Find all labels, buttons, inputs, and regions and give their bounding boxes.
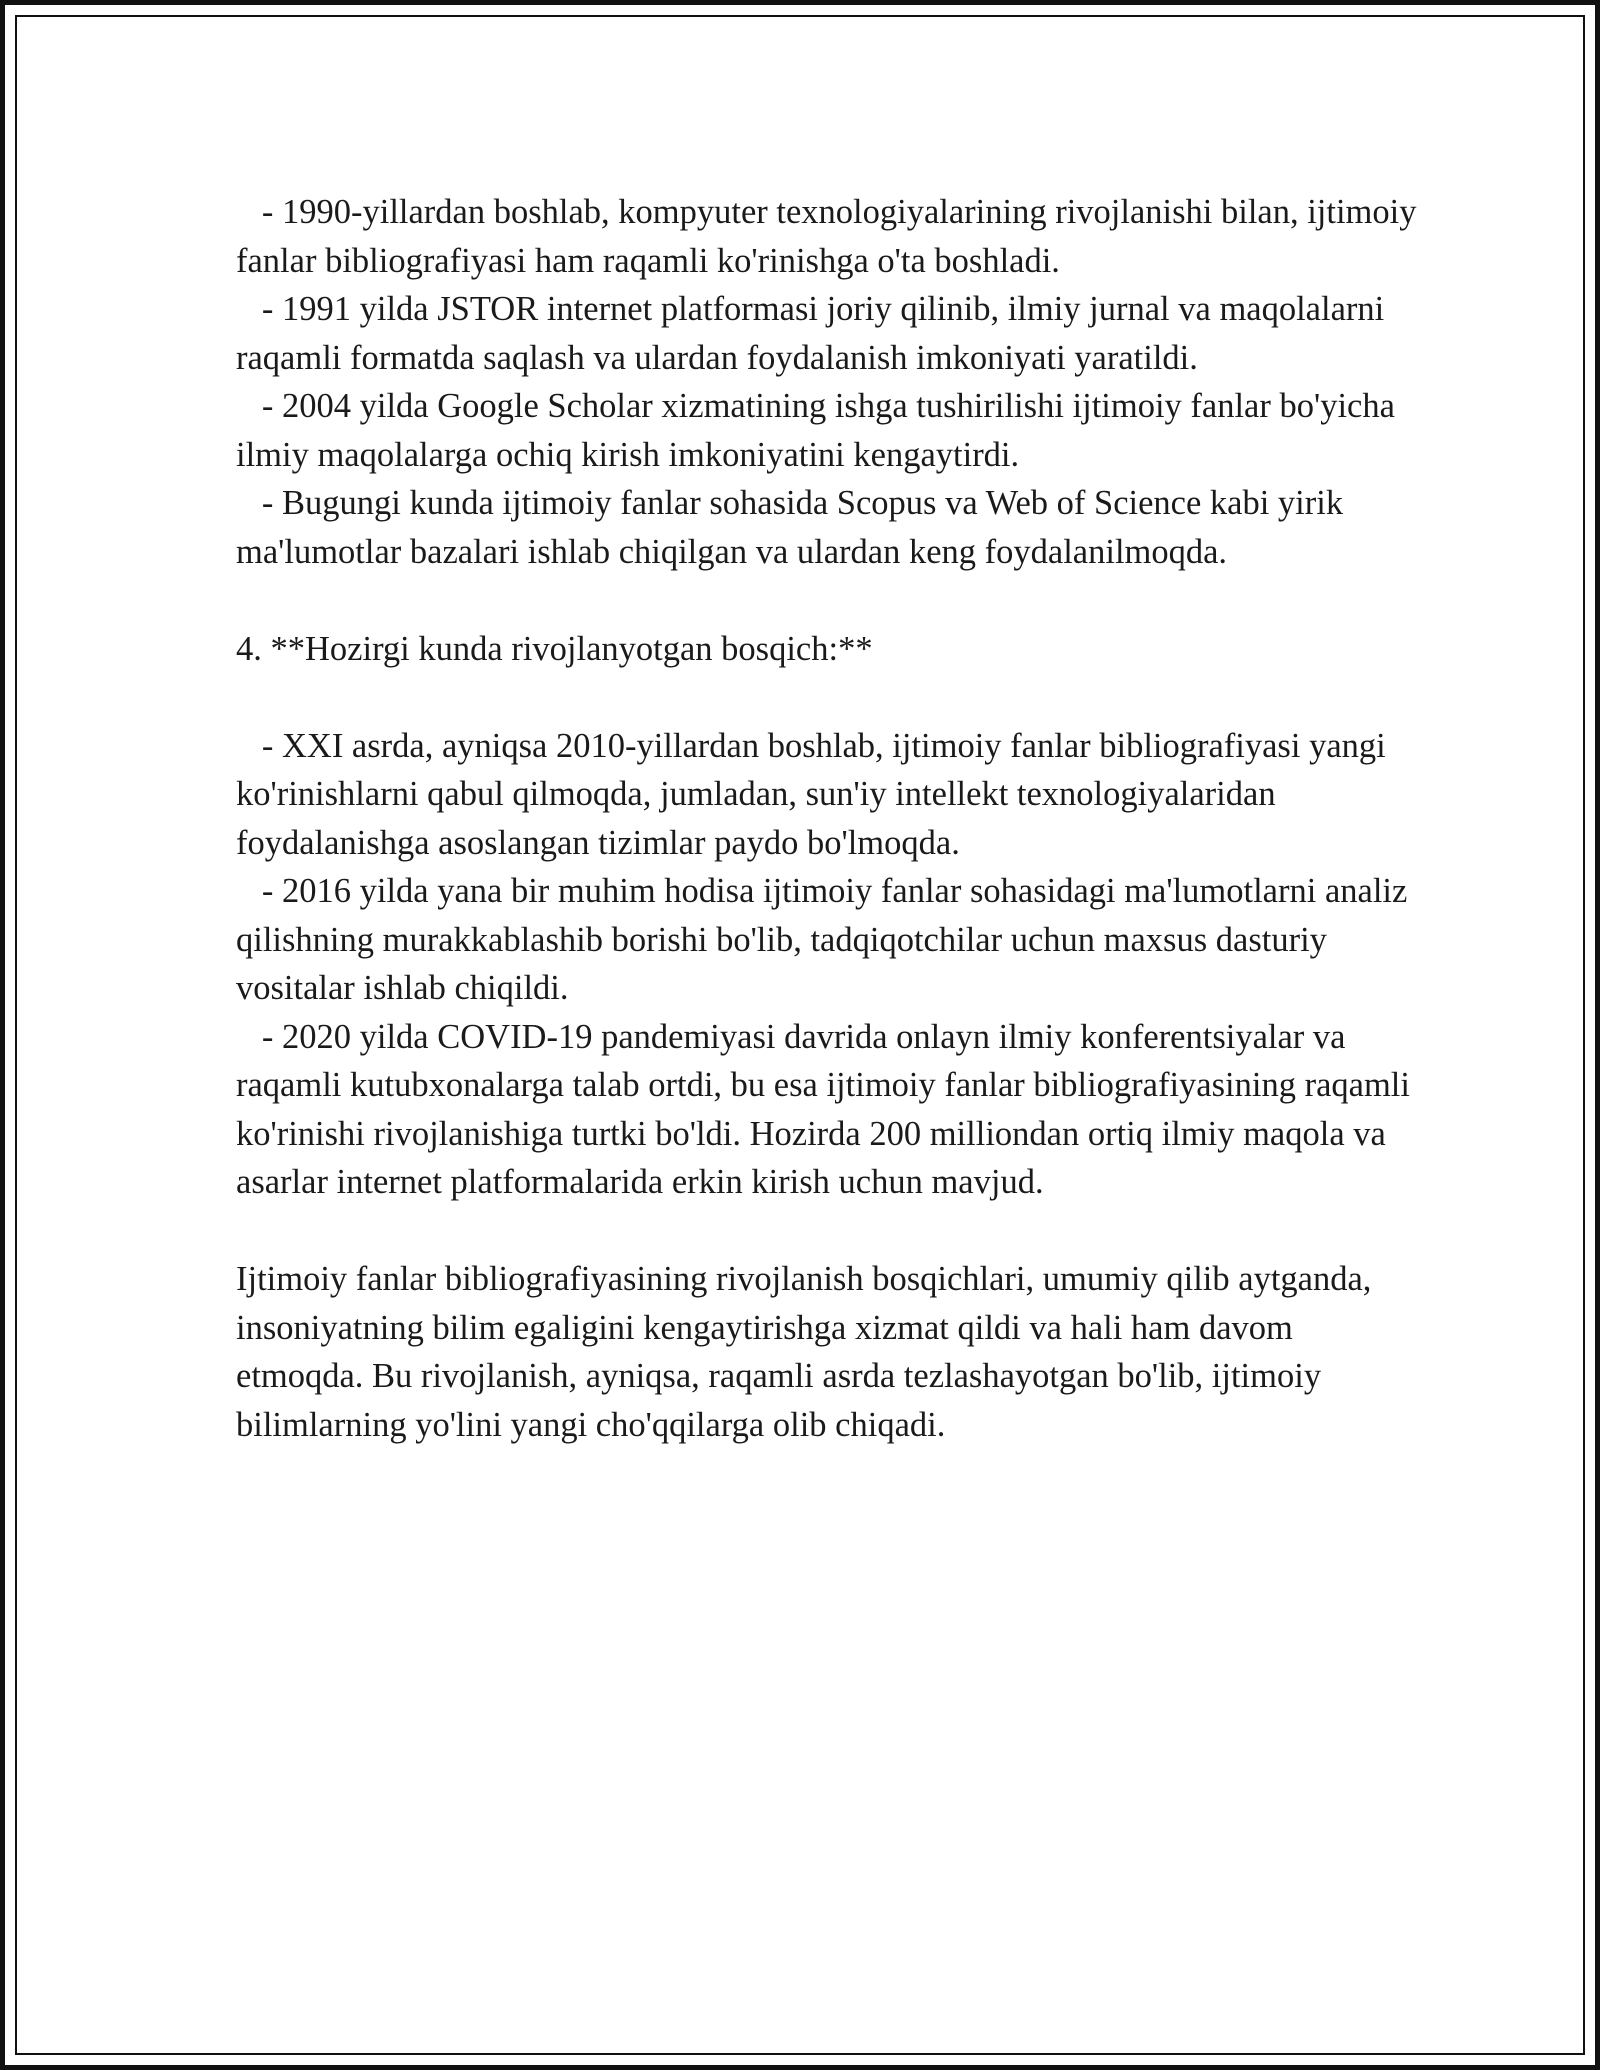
document-body xyxy=(236,188,1426,1449)
list-item-2004: - 2004 yilda Google Scholar xizmatining ishga tushirilishi ijtimoiy fanlar bo'yicha ilmiy maqolalarga ochiq kirish imkoniyatini kengaytirdi. xyxy=(236,387,1404,474)
list-item-2020: - 2020 yilda COVID-19 pandemiyasi davrida onlayn ilmiy konferentsiyalar va raqamli kutubxonalarga talab ortdi, bu esa ijtimoiy fanlar bibliografiyasining raqamli ko'rinishi rivojlanishiga turtki bo'ldi. Hozirda 200 milliondan ortiq ilmiy maqola va asarlar internet platformalarida erkin kirish uchun mavjud. xyxy=(236,1017,1419,1201)
list-item-21st-century: - XXI asrda, ayniqsa 2010-yillardan boshlab, ijtimoiy fanlar bibliografiyasi yangi ko'rinishlarni qabul qilmoqda, jumladan, sun'iy intellekt texnologiyalaridan foydalanishga asoslangan tizimlar paydo bo'lmoqda. xyxy=(236,726,1395,862)
conclusion-paragraph: Ijtimoiy fanlar bibliografiyasining rivojlanish bosqichlari, umumiy qilib aytganda, insoniyatning bilim egaligini kengaytirishga xizmat qildi va hali ham davom etmoqda. Bu rivojlanish, ayniqsa, raqamli asrda tezlashayotgan bo'lib, ijtimoiy bilimlarning yo'lini yangi cho'qqilarga olib chiqadi. xyxy=(236,1260,1381,1444)
list-item-1990: - 1990-yillardan boshlab, kompyuter texnologiyalarining rivojlanishi bilan, ijtimoiy fanlar bibliografiyasi ham raqamli ko'rinishga o'ta boshladi. xyxy=(236,193,1426,280)
list-item-1991: - 1991 yilda JSTOR internet platformasi joriy qilinib, ilmiy jurnal va maqolalarni raqamli formatda saqlash va ulardan foydalanish imkoniyati yaratildi. xyxy=(236,290,1393,377)
spacer xyxy=(236,576,1426,625)
section-heading: 4. **Hozirgi kunda rivojlanyotgan bosqich:** xyxy=(236,629,873,668)
list-item-2016: - 2016 yilda yana bir muhim hodisa ijtimoiy fanlar sohasidagi ma'lumotlarni analiz qilishning murakkablashib borishi bo'lib, tadqiqotchilar uchun maxsus dasturiy vositalar ishlab chiqildi. xyxy=(236,872,1416,1007)
spacer xyxy=(236,673,1426,722)
spacer xyxy=(236,1207,1426,1256)
list-item-today: - Bugungi kunda ijtimoiy fanlar sohasida Scopus va Web of Science kabi yirik ma'lumotlar bazalari ishlab chiqilgan va ulardan keng foydalanilmoqda. xyxy=(236,484,1352,571)
